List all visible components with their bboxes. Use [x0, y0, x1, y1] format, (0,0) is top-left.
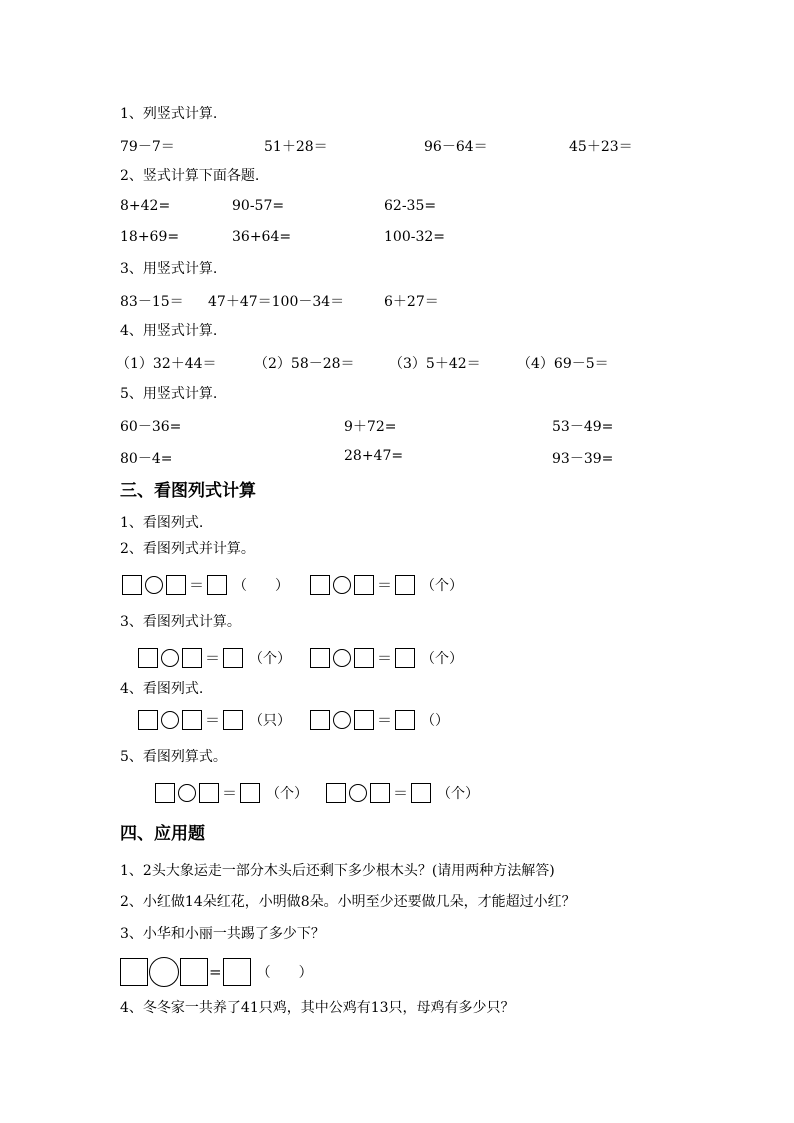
q3-item-3: 6＋27＝ [384, 294, 439, 310]
s3-q1-title: 1、看图列式. [120, 515, 204, 531]
answer-box[interactable] [199, 783, 219, 803]
unit-label: （） [421, 712, 450, 729]
answer-box[interactable] [354, 575, 374, 595]
q5-item-5: 28+47= [344, 448, 404, 464]
s4-q3-title: 3、小华和小丽一共踢了多少下？ [120, 926, 325, 942]
operator-circle[interactable] [161, 711, 179, 729]
s3-q5-formula-b [326, 782, 479, 803]
answer-box[interactable] [120, 958, 148, 986]
q2-item-2: 90-57= [232, 198, 285, 214]
q2-row-2 [0, 229, 794, 247]
answer-box[interactable] [182, 648, 202, 668]
answer-box[interactable] [182, 710, 202, 730]
answer-box[interactable] [310, 710, 330, 730]
unit-label: （个） [421, 577, 464, 594]
operator-circle[interactable] [161, 649, 179, 667]
q1-item-1: 79－7＝ [120, 139, 175, 155]
s3-q3-formula-a [138, 647, 291, 668]
q1-item-3: 96－64＝ [424, 139, 488, 155]
s3-q4-title: 4、看图列式. [120, 681, 204, 697]
s3-q5-formula-a [155, 782, 308, 803]
operator-circle[interactable] [349, 784, 367, 802]
q4-item-1: （1）32＋44＝ [116, 356, 217, 372]
answer-box[interactable] [326, 783, 346, 803]
q4-item-2: （2）58－28＝ [254, 356, 355, 372]
unit-label: （个） [266, 785, 309, 802]
q2-item-6: 100-32= [384, 229, 445, 245]
answer-box[interactable] [138, 648, 158, 668]
q5-item-2: 9＋72= [344, 419, 397, 435]
q1-item-4: 45＋23＝ [569, 139, 633, 155]
q5-item-1: 60－36= [120, 419, 182, 435]
answer-box[interactable] [207, 575, 227, 595]
q3-title: 3、用竖式计算. [120, 261, 218, 277]
unit-label: （个） [249, 650, 292, 667]
answer-box[interactable] [370, 783, 390, 803]
answer-box[interactable] [411, 783, 431, 803]
answer-box[interactable] [138, 710, 158, 730]
answer-box[interactable] [180, 958, 208, 986]
q4-item-4: （4）69－5＝ [517, 356, 609, 372]
q5-item-6: 93－39= [552, 451, 614, 467]
s3-q5-title: 5、看图列算式。 [120, 749, 227, 765]
operator-circle[interactable] [333, 711, 351, 729]
answer-box[interactable] [395, 648, 415, 668]
q3-item-1: 83－15＝ [120, 294, 184, 310]
unit-label: （ ） [233, 577, 290, 594]
answer-box[interactable] [395, 710, 415, 730]
s3-q2-formula-b [310, 574, 463, 595]
answer-box[interactable] [223, 710, 243, 730]
equals-sign: = [209, 963, 222, 981]
q3-item-2: 47＋47＝100－34＝ [208, 294, 345, 310]
unit-label: （只） [249, 712, 292, 729]
q5-title: 5、用竖式计算. [120, 386, 218, 402]
answer-box[interactable] [310, 575, 330, 595]
operator-circle[interactable] [145, 576, 163, 594]
q2-item-3: 62-35= [384, 198, 437, 214]
equals-sign: ＝ [393, 784, 409, 802]
q2-row-1 [0, 198, 794, 216]
operator-circle[interactable] [333, 649, 351, 667]
answer-box[interactable] [122, 575, 142, 595]
section-4-heading: 四、应用题 [120, 824, 205, 844]
answer-box[interactable] [223, 958, 251, 986]
q1-title: 1、列竖式计算. [120, 106, 218, 122]
q5-item-3: 53－49= [552, 419, 614, 435]
s3-q3-formula-b [310, 647, 463, 668]
q4-item-3: （3）5＋42＝ [389, 356, 481, 372]
s3-q2-formula-a [122, 574, 289, 595]
answer-box[interactable] [155, 783, 175, 803]
s3-q4-formula-a [138, 709, 291, 730]
q1-item-2: 51＋28＝ [264, 139, 328, 155]
q2-item-5: 36+64= [232, 229, 292, 245]
equals-sign: ＝ [189, 576, 205, 594]
answer-box[interactable] [354, 710, 374, 730]
s4-q1: 1、2头大象运走一部分木头后还剩下多少根木头？(请用两种方法解答) [120, 863, 555, 879]
equals-sign: ＝ [377, 649, 393, 667]
q2-item-1: 8+42= [120, 198, 171, 214]
s3-q4-formula-b [310, 709, 449, 730]
s3-q3-title: 3、看图列式计算。 [120, 614, 241, 630]
answer-box[interactable] [310, 648, 330, 668]
q4-title: 4、用竖式计算. [120, 323, 218, 339]
q4-items [0, 353, 794, 371]
answer-box[interactable] [395, 575, 415, 595]
operator-circle[interactable] [333, 576, 351, 594]
q2-item-4: 18+69= [120, 229, 180, 245]
answer-box[interactable] [166, 575, 186, 595]
q5-row-2 [0, 448, 794, 466]
unit-label: （ ） [256, 965, 313, 981]
q2-title: 2、竖式计算下面各题. [120, 168, 260, 184]
equals-sign: ＝ [222, 784, 238, 802]
q3-items [0, 291, 794, 309]
operator-circle[interactable] [149, 957, 179, 987]
equals-sign: ＝ [377, 711, 393, 729]
answer-box[interactable] [354, 648, 374, 668]
s3-q2-title: 2、看图列式并计算。 [120, 541, 255, 557]
q5-row-1 [0, 416, 794, 434]
q1-items [0, 136, 794, 154]
equals-sign: ＝ [377, 576, 393, 594]
s4-q3-formula [120, 957, 313, 987]
equals-sign: ＝ [205, 649, 221, 667]
section-3-heading: 三、看图列式计算 [120, 481, 256, 501]
s4-q2: 2、小红做14朵红花，小明做8朵。小明至少还要做几朵，才能超过小红？ [120, 894, 576, 910]
unit-label: （个） [421, 650, 464, 667]
q5-item-4: 80－4= [120, 451, 173, 467]
unit-label: （个） [437, 785, 480, 802]
operator-circle[interactable] [178, 784, 196, 802]
answer-box[interactable] [240, 783, 260, 803]
equals-sign: ＝ [205, 711, 221, 729]
s4-q4: 4、冬冬家一共养了41只鸡，其中公鸡有13只，母鸡有多少只？ [120, 1000, 515, 1016]
answer-box[interactable] [223, 648, 243, 668]
